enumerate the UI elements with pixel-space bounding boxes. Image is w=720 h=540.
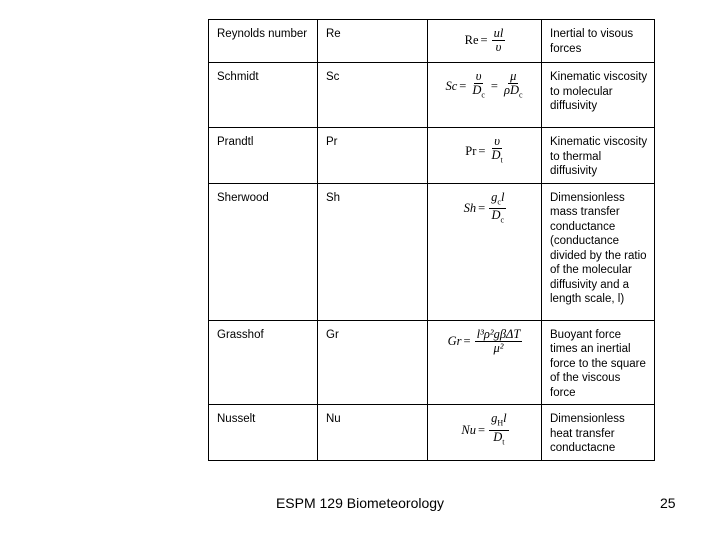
row-symbol: Re <box>318 20 428 63</box>
fraction: $\frac{\mu}{\rho D_c}$ <box>503 69 523 100</box>
equation-prandtl: Pr = $\frac{\upsilon}{D_t}$ <box>465 134 503 165</box>
fraction: $\frac{g_Hl}{D_t}$ <box>491 411 507 446</box>
row-description: Kinematic viscosity to molecular diffusivity <box>542 63 655 128</box>
row-symbol: Sc <box>318 63 428 128</box>
row-name: Sherwood <box>209 183 318 320</box>
row-equation <box>428 63 542 128</box>
equation-nusselt: Nu = $\frac{g_Hl}{D_t}$ <box>461 411 507 446</box>
row-name: Nusselt <box>209 405 318 461</box>
page-number: 25 <box>660 495 676 511</box>
row-name: Grasshof <box>209 320 318 405</box>
row-description: Dimensionless mass transfer conductance (conductance divided by the ratio of the molecular diffusivity and a length scale, l) <box>542 183 655 320</box>
equation-schmidt: Sc = $\frac{\upsilon}{D_c}$ = $\frac{\mu}{\rho D_c}$ <box>445 69 523 100</box>
row-symbol: Pr <box>318 128 428 184</box>
equation-sherwood: Sh = $\frac{g_cl}{D_c}$ <box>463 189 505 225</box>
row-description: Inertial to visous forces <box>542 20 655 63</box>
row-description: Kinematic viscosity to thermal diffusivity <box>542 128 655 184</box>
row-equation <box>428 320 542 405</box>
fraction: $\frac{\text{l³ρ²gβΔT}}{\text{μ²}}$ <box>476 326 521 355</box>
row-symbol: Gr <box>318 320 428 405</box>
fraction: $\frac{\upsilon}{D_c}$ <box>472 69 485 100</box>
row-description: Dimensionless heat transfer conductacne <box>542 405 655 461</box>
row-name: Prandtl <box>209 128 318 184</box>
row-equation <box>428 405 542 461</box>
table-row <box>209 20 655 63</box>
fraction: $\frac{g_cl}{D_c}$ <box>491 189 505 225</box>
equation-grasshof: Gr = $\frac{\text{l³ρ²gβΔT}}{\text{μ²}}$ <box>447 326 521 355</box>
row-equation <box>428 183 542 320</box>
table-row <box>209 183 655 320</box>
slide-footer: ESPM 129 Biometeorology <box>275 495 445 511</box>
equation-reynolds: Re = $\frac{ul}{\upsilon}$ <box>464 26 504 54</box>
fraction: $\frac{ul}{\upsilon}$ <box>493 26 504 54</box>
dimensionless-numbers-table <box>208 19 655 461</box>
table-row <box>209 128 655 184</box>
row-equation <box>428 128 542 184</box>
row-symbol: Nu <box>318 405 428 461</box>
row-name: Schmidt <box>209 63 318 128</box>
table-row <box>209 405 655 461</box>
row-symbol: Sh <box>318 183 428 320</box>
row-equation <box>428 20 542 63</box>
table-row <box>209 63 655 128</box>
table-row <box>209 320 655 405</box>
fraction: $\frac{\upsilon}{D_t}$ <box>491 134 503 165</box>
row-name: Reynolds number <box>209 20 318 63</box>
row-description: Buoyant force times an inertial force to the square of the viscous force <box>542 320 655 405</box>
